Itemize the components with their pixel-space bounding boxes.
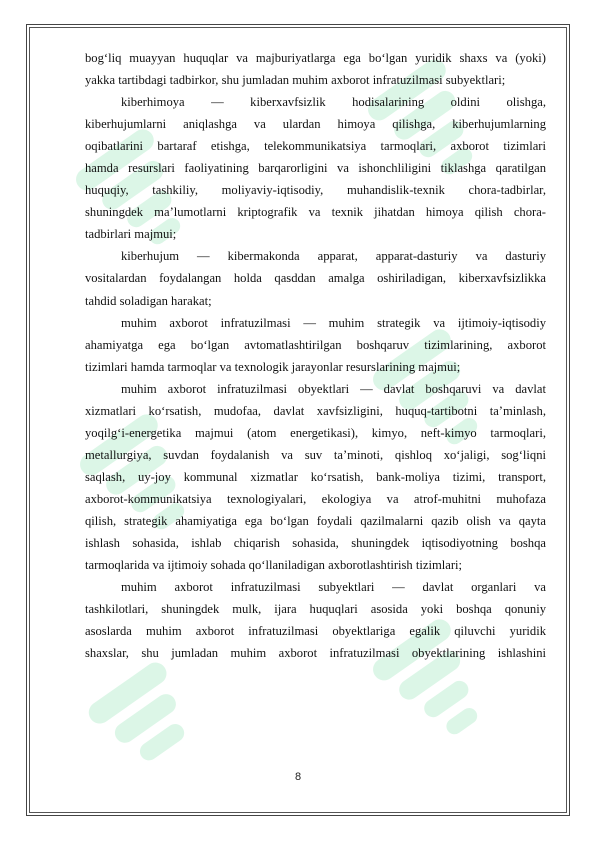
text-line: qilish, strategik ahamiyatiga ega bo‘lgan foydali qazilmalarni qazib olish va qayta (85, 513, 546, 528)
text-line: ahamiyatga ega bo‘lgan avtomatlashtirilgan boshqaruv tizimlarining, axborot (85, 337, 546, 352)
text-line: tashkilotlari, shuningdek mulk, ijara huquqlari asosida yoki boshqa qonuniy (85, 602, 546, 617)
text-line: huquqiy, tashkiliy, moliyaviy-iqtisodiy, muhandislik-texnik chora-tadbirlar, (85, 183, 546, 198)
text-line: tadbirlari majmui; (85, 227, 177, 242)
text-line: axborot-kommunikatsiya texnologiyalari, ekologiya va atrof-muhitni muhofaza (85, 491, 546, 506)
text-line: shaxslar, shu jumladan muhim axborot infratuzilmasi obyektlarining ishlashini (85, 646, 546, 661)
text-line: oqibatlarini bartaraf etishga, telekommunikatsiya tarmoqlari, axborot tizimlari (85, 139, 546, 154)
text-line: hamda resurslari faoliyatining barqarorligini va ishonchliligini tiklashga qaratilgan (85, 161, 546, 176)
text-line: kiberhujumlarni aniqlashga va ulardan himoya qilishga, kiberhujumlarning (85, 117, 546, 132)
text-line: yoqilg‘i-energetika majmui (atom energetikasi), kimyo, neft-kimyo tarmoqlari, (85, 425, 546, 440)
text-line: kiberhimoya — kiberxavfsizlik hodisalarining oldini olishga, (121, 95, 546, 110)
text-line: muhim axborot infratuzilmasi obyektlari — davlat boshqaruvi va davlat (121, 381, 546, 396)
text-line: saqlash, uy-joy kommunal xizmatlar ko‘rsatish, bank-moliya tizimi, transport, (85, 469, 546, 484)
text-line: muhim axborot infratuzilmasi subyektlari — davlat organlari va (121, 580, 546, 595)
text-line: vositalardan foydalangan holda qasddan amalga oshiriladigan, kiberxavfsizlikka (85, 271, 546, 286)
text-line: muhim axborot infratuzilmasi — muhim strategik va ijtimoiy-iqtisodiy (121, 315, 546, 330)
text-line: asoslarda muhim axborot infratuzilmasi obyektlariga egalik qiluvchi yuridik (85, 624, 546, 639)
page-number: 8 (294, 771, 302, 783)
text-line: shuningdek ma’lumotlarni kriptografik va texnik jihatdan himoya qilish chora- (85, 205, 546, 220)
text-line: bog‘liq muayyan huquqlar va majburiyatlarga ega bo‘lgan yuridik shaxs va (yoki) (85, 51, 546, 65)
text-line: yakka tartibdagi tadbirkor, shu jumladan muhim axborot infratuzilmasi subyektlari; (85, 73, 506, 88)
text-line: tizimlari hamda tarmoqlar va texnologik jarayonlar resurslarining majmui; (85, 359, 461, 374)
document-body (85, 47, 546, 664)
text-line: tarmoqlarida va ijtimoiy sohada qo‘llaniladigan axborotlashtirish tizimlari; (85, 558, 463, 573)
text-line: tahdid soladigan harakat; (85, 293, 212, 308)
text-line: kiberhujum — kibermakonda apparat, apparat-dasturiy va dasturiy (121, 249, 546, 264)
text-line: xizmatlari ko‘rsatish, mudofaa, davlat xavfsizligini, huquq-tartibotni ta’minlash, (85, 403, 546, 418)
text-line: metallurgiya, suvdan foydalanish va suv ta’minoti, qishloq xo‘jaligi, sog‘liqni (85, 447, 546, 462)
text-line: ishlash sohasida, ishlab chiqarish sohasida, shuningdek iqtisodiyotning boshqa (85, 536, 546, 551)
